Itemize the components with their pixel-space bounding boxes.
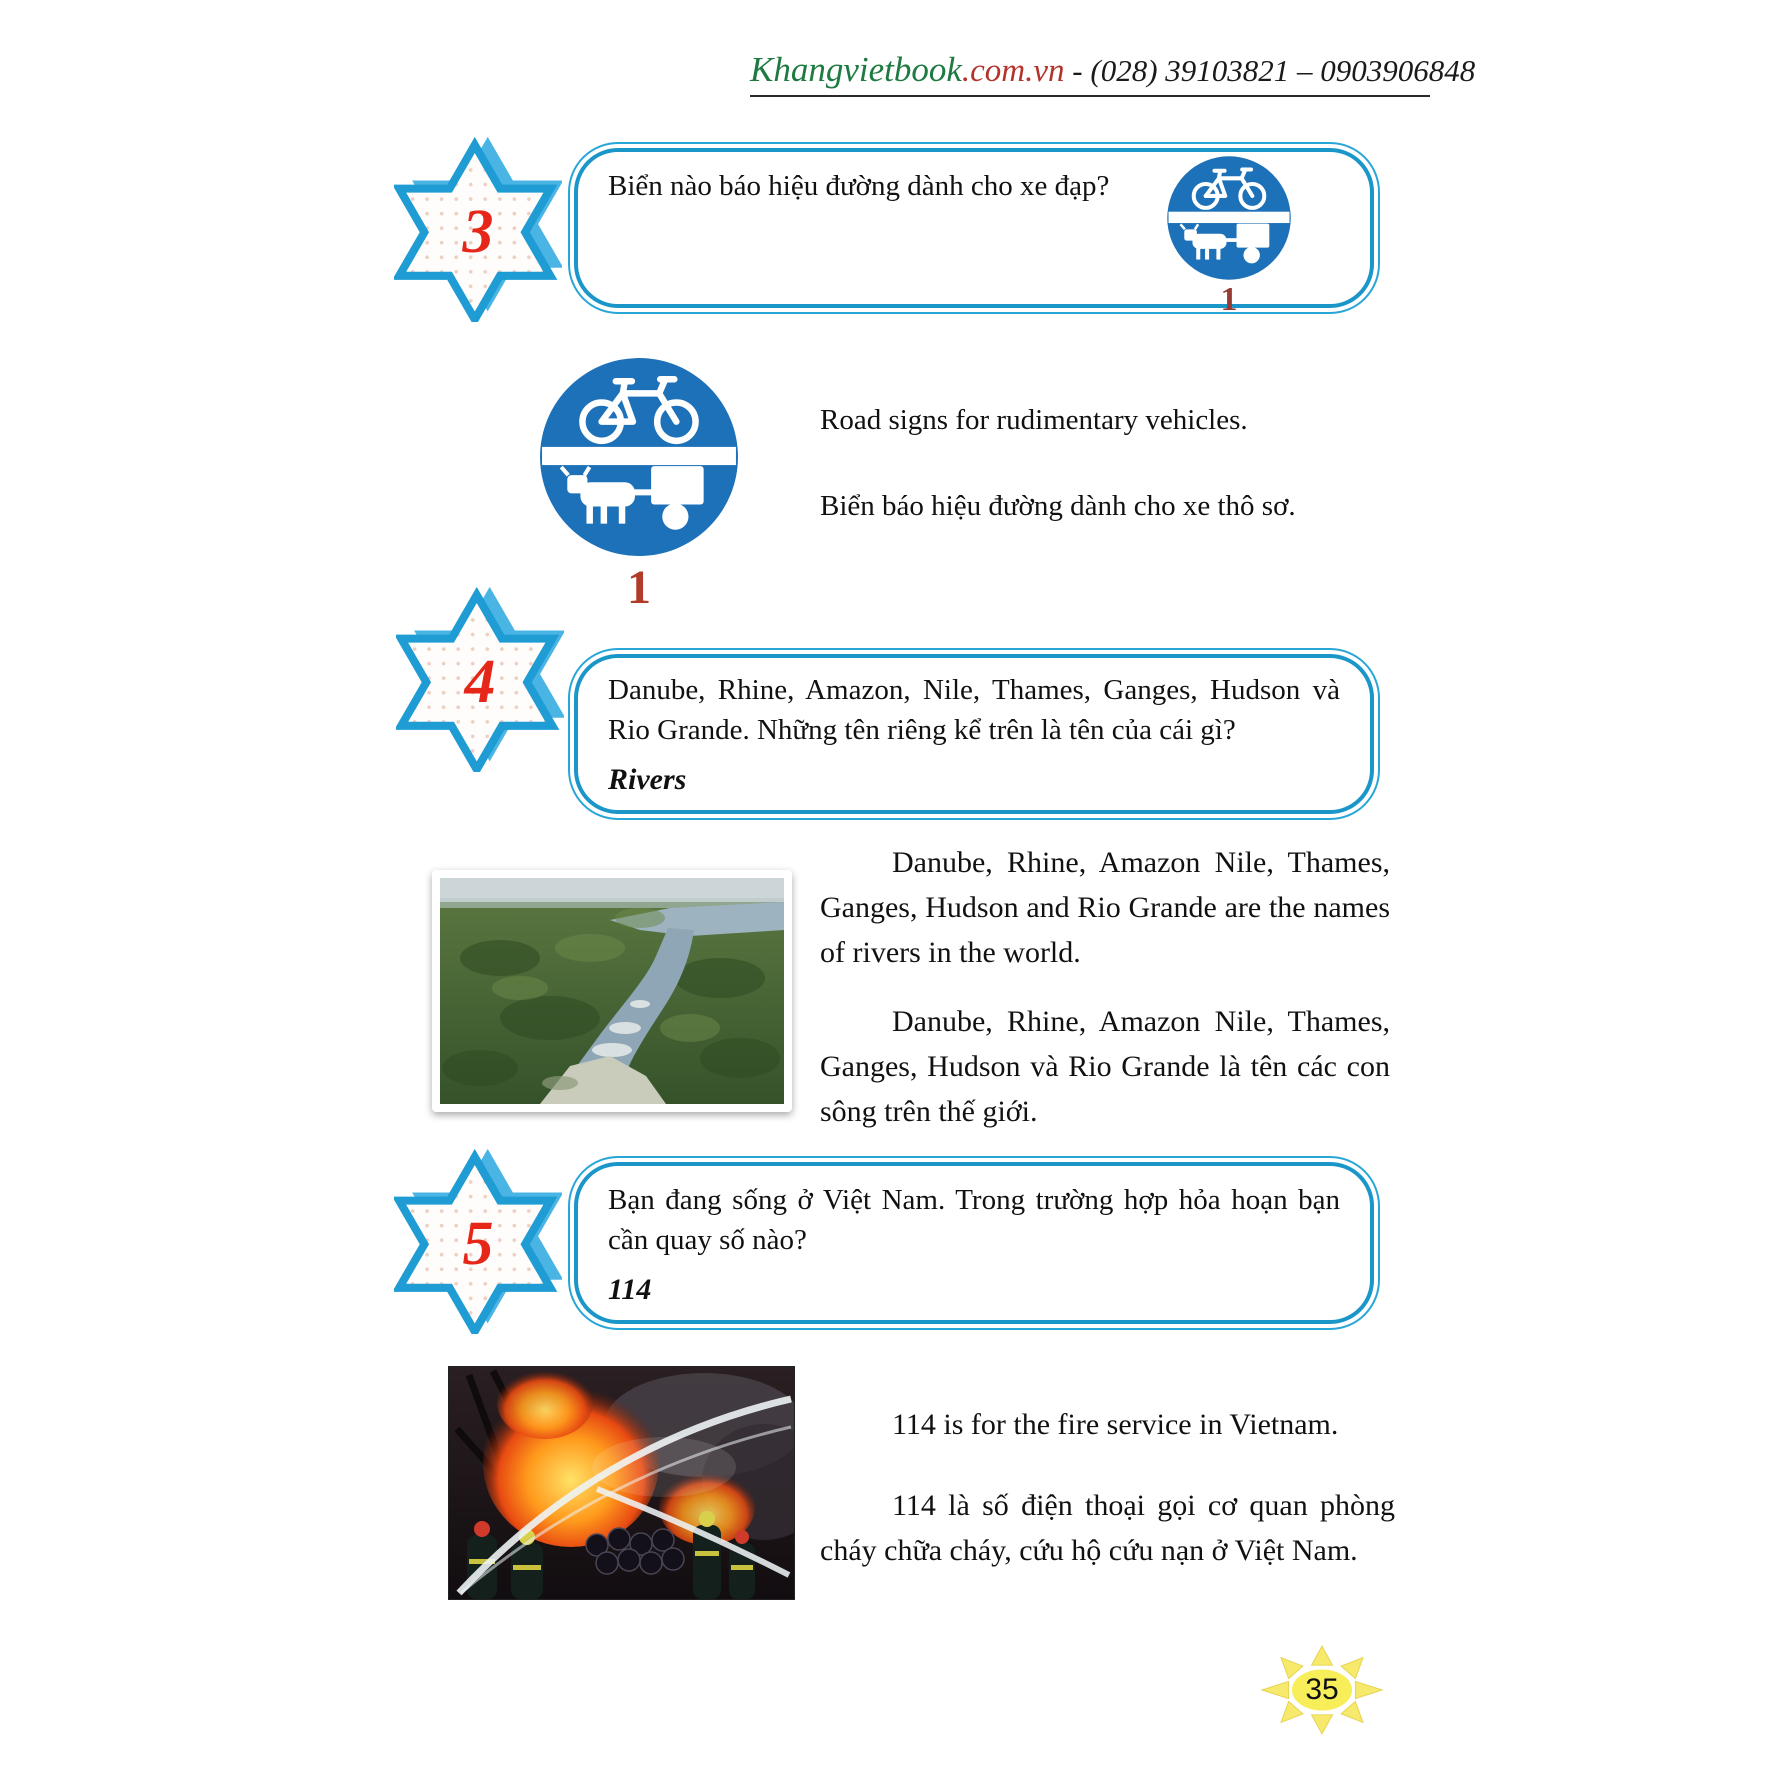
question-3-inline-sign — [1166, 155, 1292, 317]
river-vietnamese-line-2: Ganges, Hudson và Rio Grande là tên các con — [820, 1050, 1390, 1083]
fire-vietnamese-line-2: cháy chữa cháy, cứu hộ cứu nạn ở Việt Nam. — [820, 1534, 1358, 1567]
question-5-line-2: cần quay số nào? — [608, 1224, 807, 1256]
river-photo — [432, 870, 792, 1112]
question-5-explanation — [820, 1402, 1395, 1573]
question-4-line-2: Rio Grande. Những tên riêng kể trên là tên của cái gì? — [608, 714, 1236, 746]
river-vietnamese-line-1: Danube, Rhine, Amazon Nile, Thames, — [892, 1005, 1390, 1038]
river-aerial-image — [440, 878, 784, 1104]
question-5-answer: 114 — [608, 1273, 652, 1306]
page-number: 35 — [1305, 1673, 1339, 1706]
question-3-star-badge — [394, 136, 562, 322]
fire-english-line: 114 is for the fire service in Vietnam. — [892, 1408, 1339, 1441]
fire-vietnamese-line-1: 114 là số điện thoại gọi cơ quan phòng — [892, 1489, 1395, 1522]
question-4-box — [568, 648, 1380, 820]
question-3-number: 3 — [462, 197, 494, 266]
page-number-sun — [1260, 1644, 1384, 1736]
river-vietnamese-line-3: sông trên thế giới. — [820, 1095, 1038, 1128]
answer-vietnamese: Biển báo hiệu đường dành cho xe thô sơ. — [820, 490, 1296, 522]
question-5-box-inner — [574, 1162, 1374, 1324]
road-sign-icon — [1166, 155, 1292, 281]
question-4-number: 4 — [464, 647, 496, 716]
header-contact: - (028) 39103821 – 0903906848 — [1064, 53, 1476, 88]
brand-domain: .com.vn — [961, 53, 1065, 89]
river-english-line-1: Danube, Rhine, Amazon Nile, Thames, — [892, 846, 1390, 879]
sign-caption: 1 — [1220, 281, 1238, 318]
question-5-number: 5 — [462, 1209, 494, 1278]
question-5-box — [568, 1156, 1380, 1330]
page-header — [750, 50, 1476, 97]
question-5-star-badge — [394, 1148, 562, 1334]
question-3-answer-sign — [538, 356, 740, 612]
road-sign-icon — [538, 356, 740, 558]
brand-name: Khangvietbook — [750, 50, 962, 89]
river-english-line-2: Ganges, Hudson and Rio Grande are the names — [820, 891, 1390, 924]
question-4-box-inner — [574, 654, 1374, 814]
fire-photo — [448, 1366, 795, 1600]
sign-caption: 1 — [627, 561, 651, 614]
question-4-star-badge — [396, 586, 564, 772]
firefighting-image — [449, 1367, 794, 1599]
question-5-line-1: Bạn đang sống ở Việt Nam. Trong trường hợp hỏa hoạn bạn — [608, 1184, 1340, 1216]
river-english-line-3: of rivers in the world. — [820, 936, 1081, 969]
question-3-explanation — [820, 400, 1400, 572]
question-4-explanation — [820, 840, 1390, 1134]
question-4-line-1: Danube, Rhine, Amazon, Nile, Thames, Ganges, Hudson và — [608, 674, 1340, 706]
question-4-answer: Rivers — [608, 763, 687, 796]
answer-english: Road signs for rudimentary vehicles. — [820, 404, 1248, 436]
question-3-text: Biển nào báo hiệu đường dành cho xe đạp? — [608, 170, 1110, 202]
